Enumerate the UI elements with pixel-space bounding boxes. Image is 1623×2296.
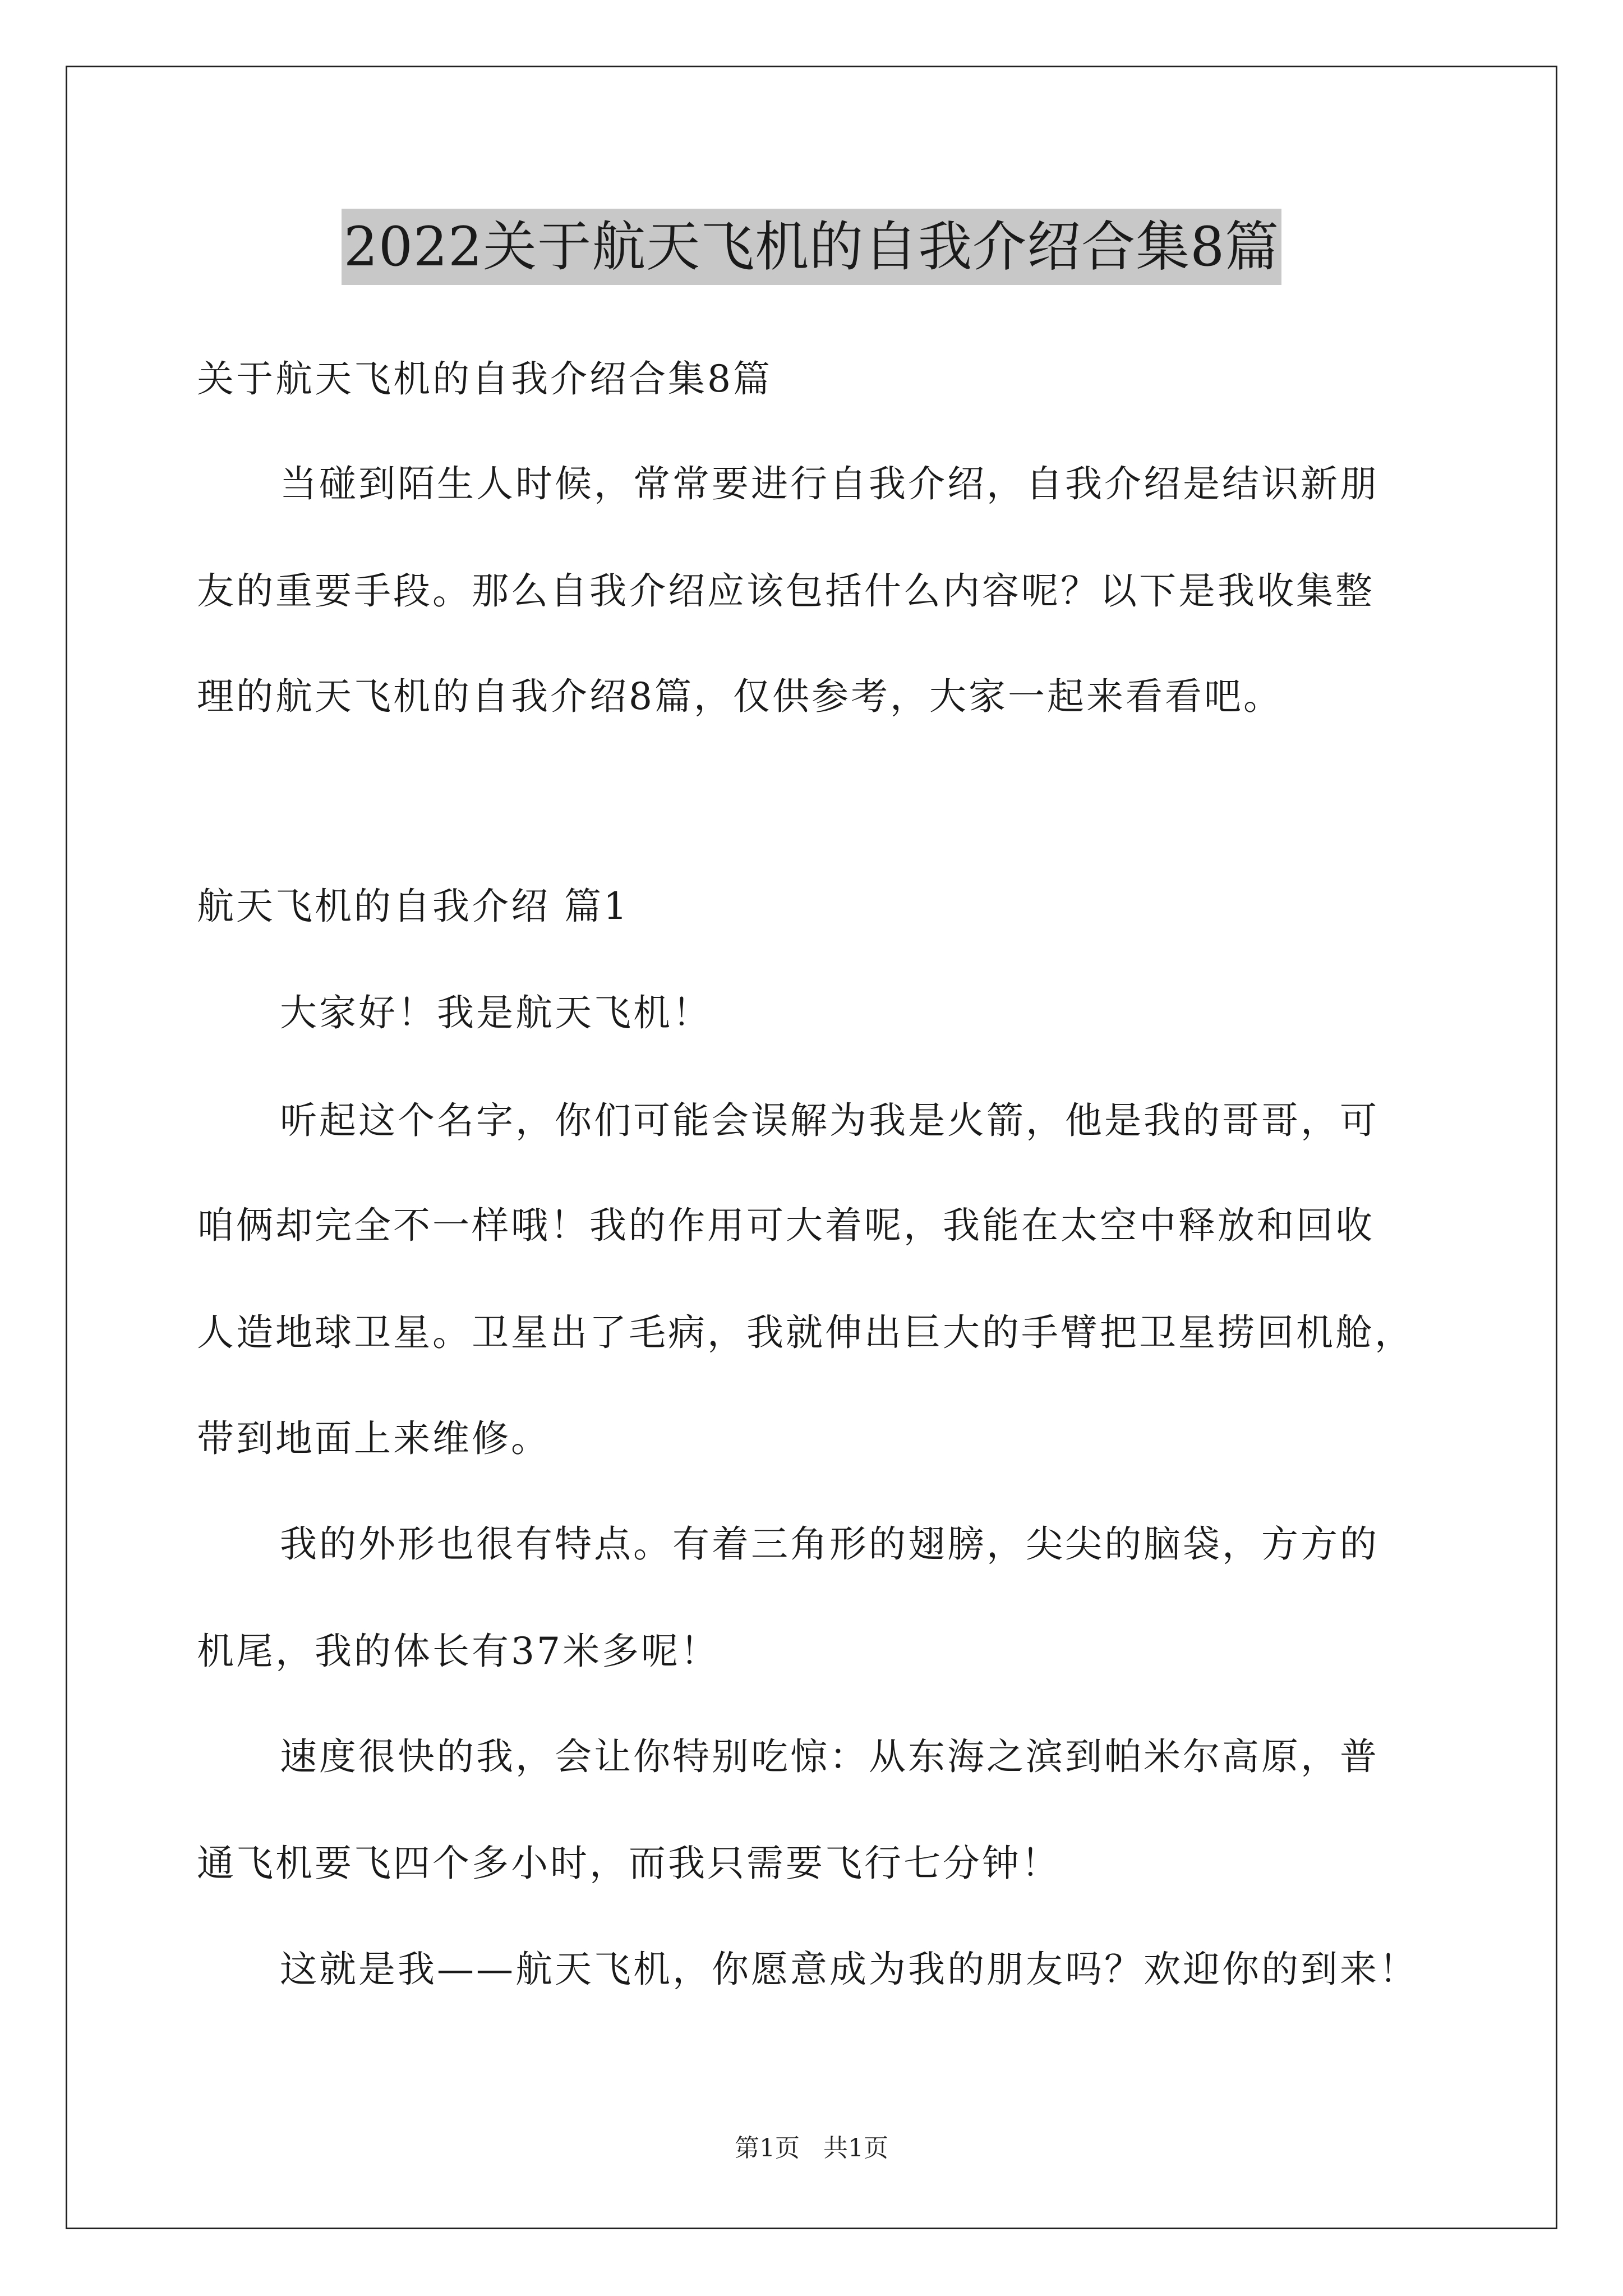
body-line: 速度很快的我，会让你特别吃惊：从东海之滨到帕米尔高原，普 [280, 1735, 1379, 1778]
page-total: 共1页 [823, 2134, 888, 2162]
body-line: 带到地面上来维修。 [197, 1417, 550, 1460]
body-line: 听起这个名字，你们可能会误解为我是火箭，他是我的哥哥，可 [280, 1099, 1379, 1142]
intro-line: 理的航天飞机的自我介绍8篇，仅供参考，大家一起来看看吧。 [197, 675, 1283, 718]
page-footer [0, 2132, 1623, 2165]
body-line: 咱俩却完全不一样哦！我的作用可大着呢，我能在太空中释放和回收 [197, 1204, 1375, 1247]
body-line: 这就是我——航天飞机，你愿意成为我的朋友吗？欢迎你的到来！ [280, 1948, 1418, 1991]
body-line: 机尾，我的体长有37米多呢！ [197, 1630, 720, 1673]
body-line: 人造地球卫星。卫星出了毛病，我就伸出巨大的手臂把卫星捞回机舱， [197, 1311, 1414, 1354]
intro-line: 当碰到陌生人时候，常常要进行自我介绍，自我介绍是结识新朋 [280, 462, 1379, 505]
body-line: 大家好！我是航天飞机！ [280, 991, 712, 1034]
body-line: 我的外形也很有特点。有着三角形的翅膀，尖尖的脑袋，方方的 [280, 1522, 1379, 1566]
section-heading: 航天飞机的自我介绍 篇1 [197, 885, 629, 928]
intro-line: 友的重要手段。那么自我介绍应该包括什么内容呢？以下是我收集整 [197, 569, 1375, 613]
body-line: 通飞机要飞四个多小时，而我只需要飞行七分钟！ [197, 1842, 1061, 1885]
title-container [0, 209, 1623, 285]
document-title: 2022关于航天飞机的自我介绍合集8篇 [342, 209, 1281, 285]
page-number: 第1页 [735, 2134, 800, 2162]
document-subtitle: 关于航天飞机的自我介绍合集8篇 [197, 357, 772, 401]
